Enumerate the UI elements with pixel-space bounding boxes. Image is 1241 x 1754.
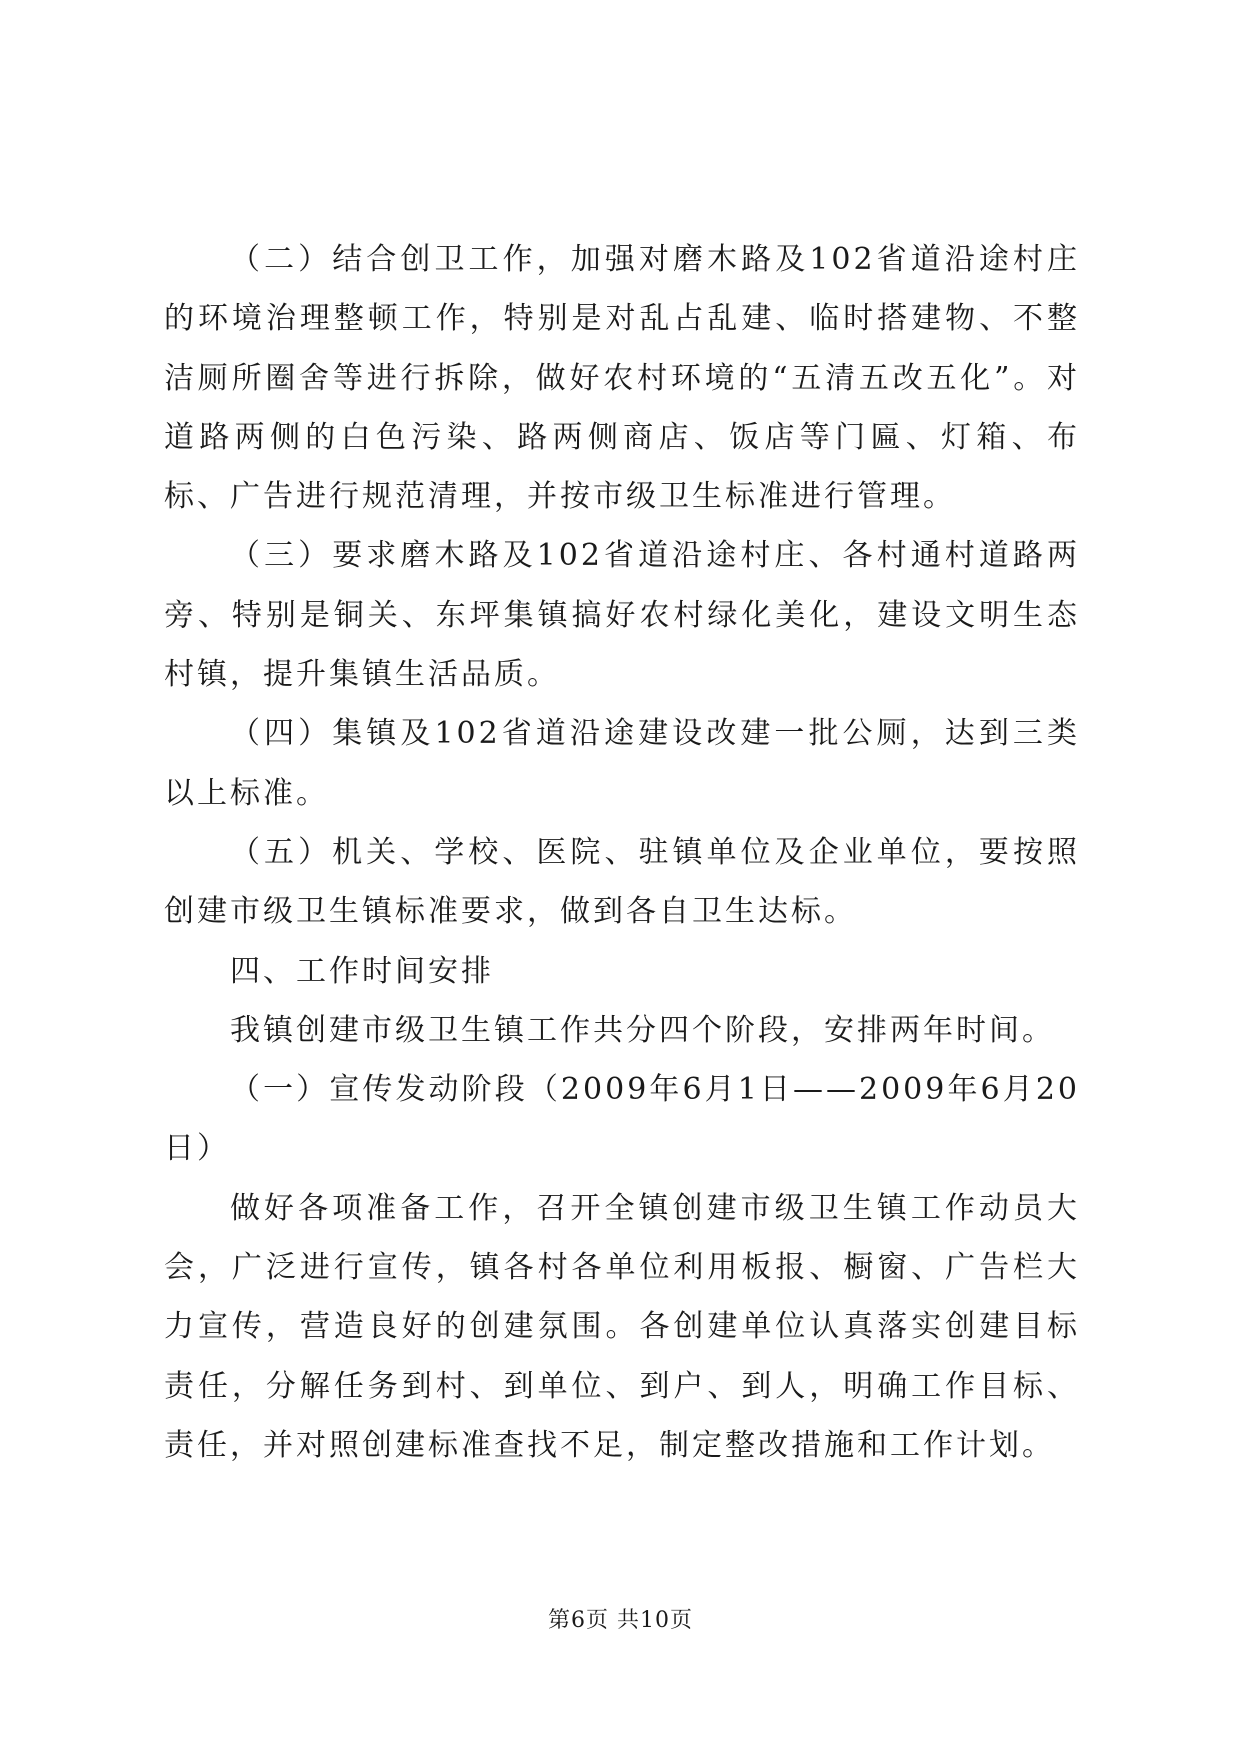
page-number-footer: 第6页 共10页 bbox=[548, 1608, 693, 1633]
heading-work-schedule: 四、工作时间安排 bbox=[230, 953, 494, 989]
document-body bbox=[164, 230, 1080, 1475]
paragraph-section-5: （五）机关、学校、医院、驻镇单位及企业单位，要按照创建市级卫生镇标准要求，做到各自卫生达标。 bbox=[164, 834, 1080, 930]
paragraph-phase-1-body: 做好各项准备工作，召开全镇创建市级卫生镇工作动员大会，广泛进行宣传，镇各村各单位利用板报、橱窗、广告栏大力宣传，营造良好的创建氛围。各创建单位认真落实创建目标责任，分解任务到村、到单位、到户、到人，明确工作目标、责任，并对照创建标准查找不足，制定整改措施和工作计划。 bbox=[164, 1190, 1080, 1463]
paragraph-section-2: （二）结合创卫工作，加强对磨木路及102省道沿途村庄的环境治理整顿工作，特别是对乱占乱建、临时搭建物、不整洁厕所圈舍等进行拆除，做好农村环境的“五清五改五化”。对道路两侧的白色污染、路两侧商店、饭店等门匾、灯箱、布标、广告进行规范清理，并按市级卫生标准进行管理。 bbox=[164, 242, 1080, 515]
paragraph-section-3: （三）要求磨木路及102省道沿途村庄、各村通村道路两旁、特别是铜关、东坪集镇搞好农村绿化美化，建设文明生态村镇，提升集镇生活品质。 bbox=[164, 538, 1080, 693]
paragraph-section-4: （四）集镇及102省道沿途建设改建一批公厕，达到三类以上标准。 bbox=[164, 716, 1080, 811]
paragraph-phase-1-title: （一）宣传发动阶段（2009年6月1日——2009年6月20日） bbox=[164, 1072, 1080, 1167]
paragraph-schedule-intro: 我镇创建市级卫生镇工作共分四个阶段，安排两年时间。 bbox=[230, 1012, 1055, 1048]
